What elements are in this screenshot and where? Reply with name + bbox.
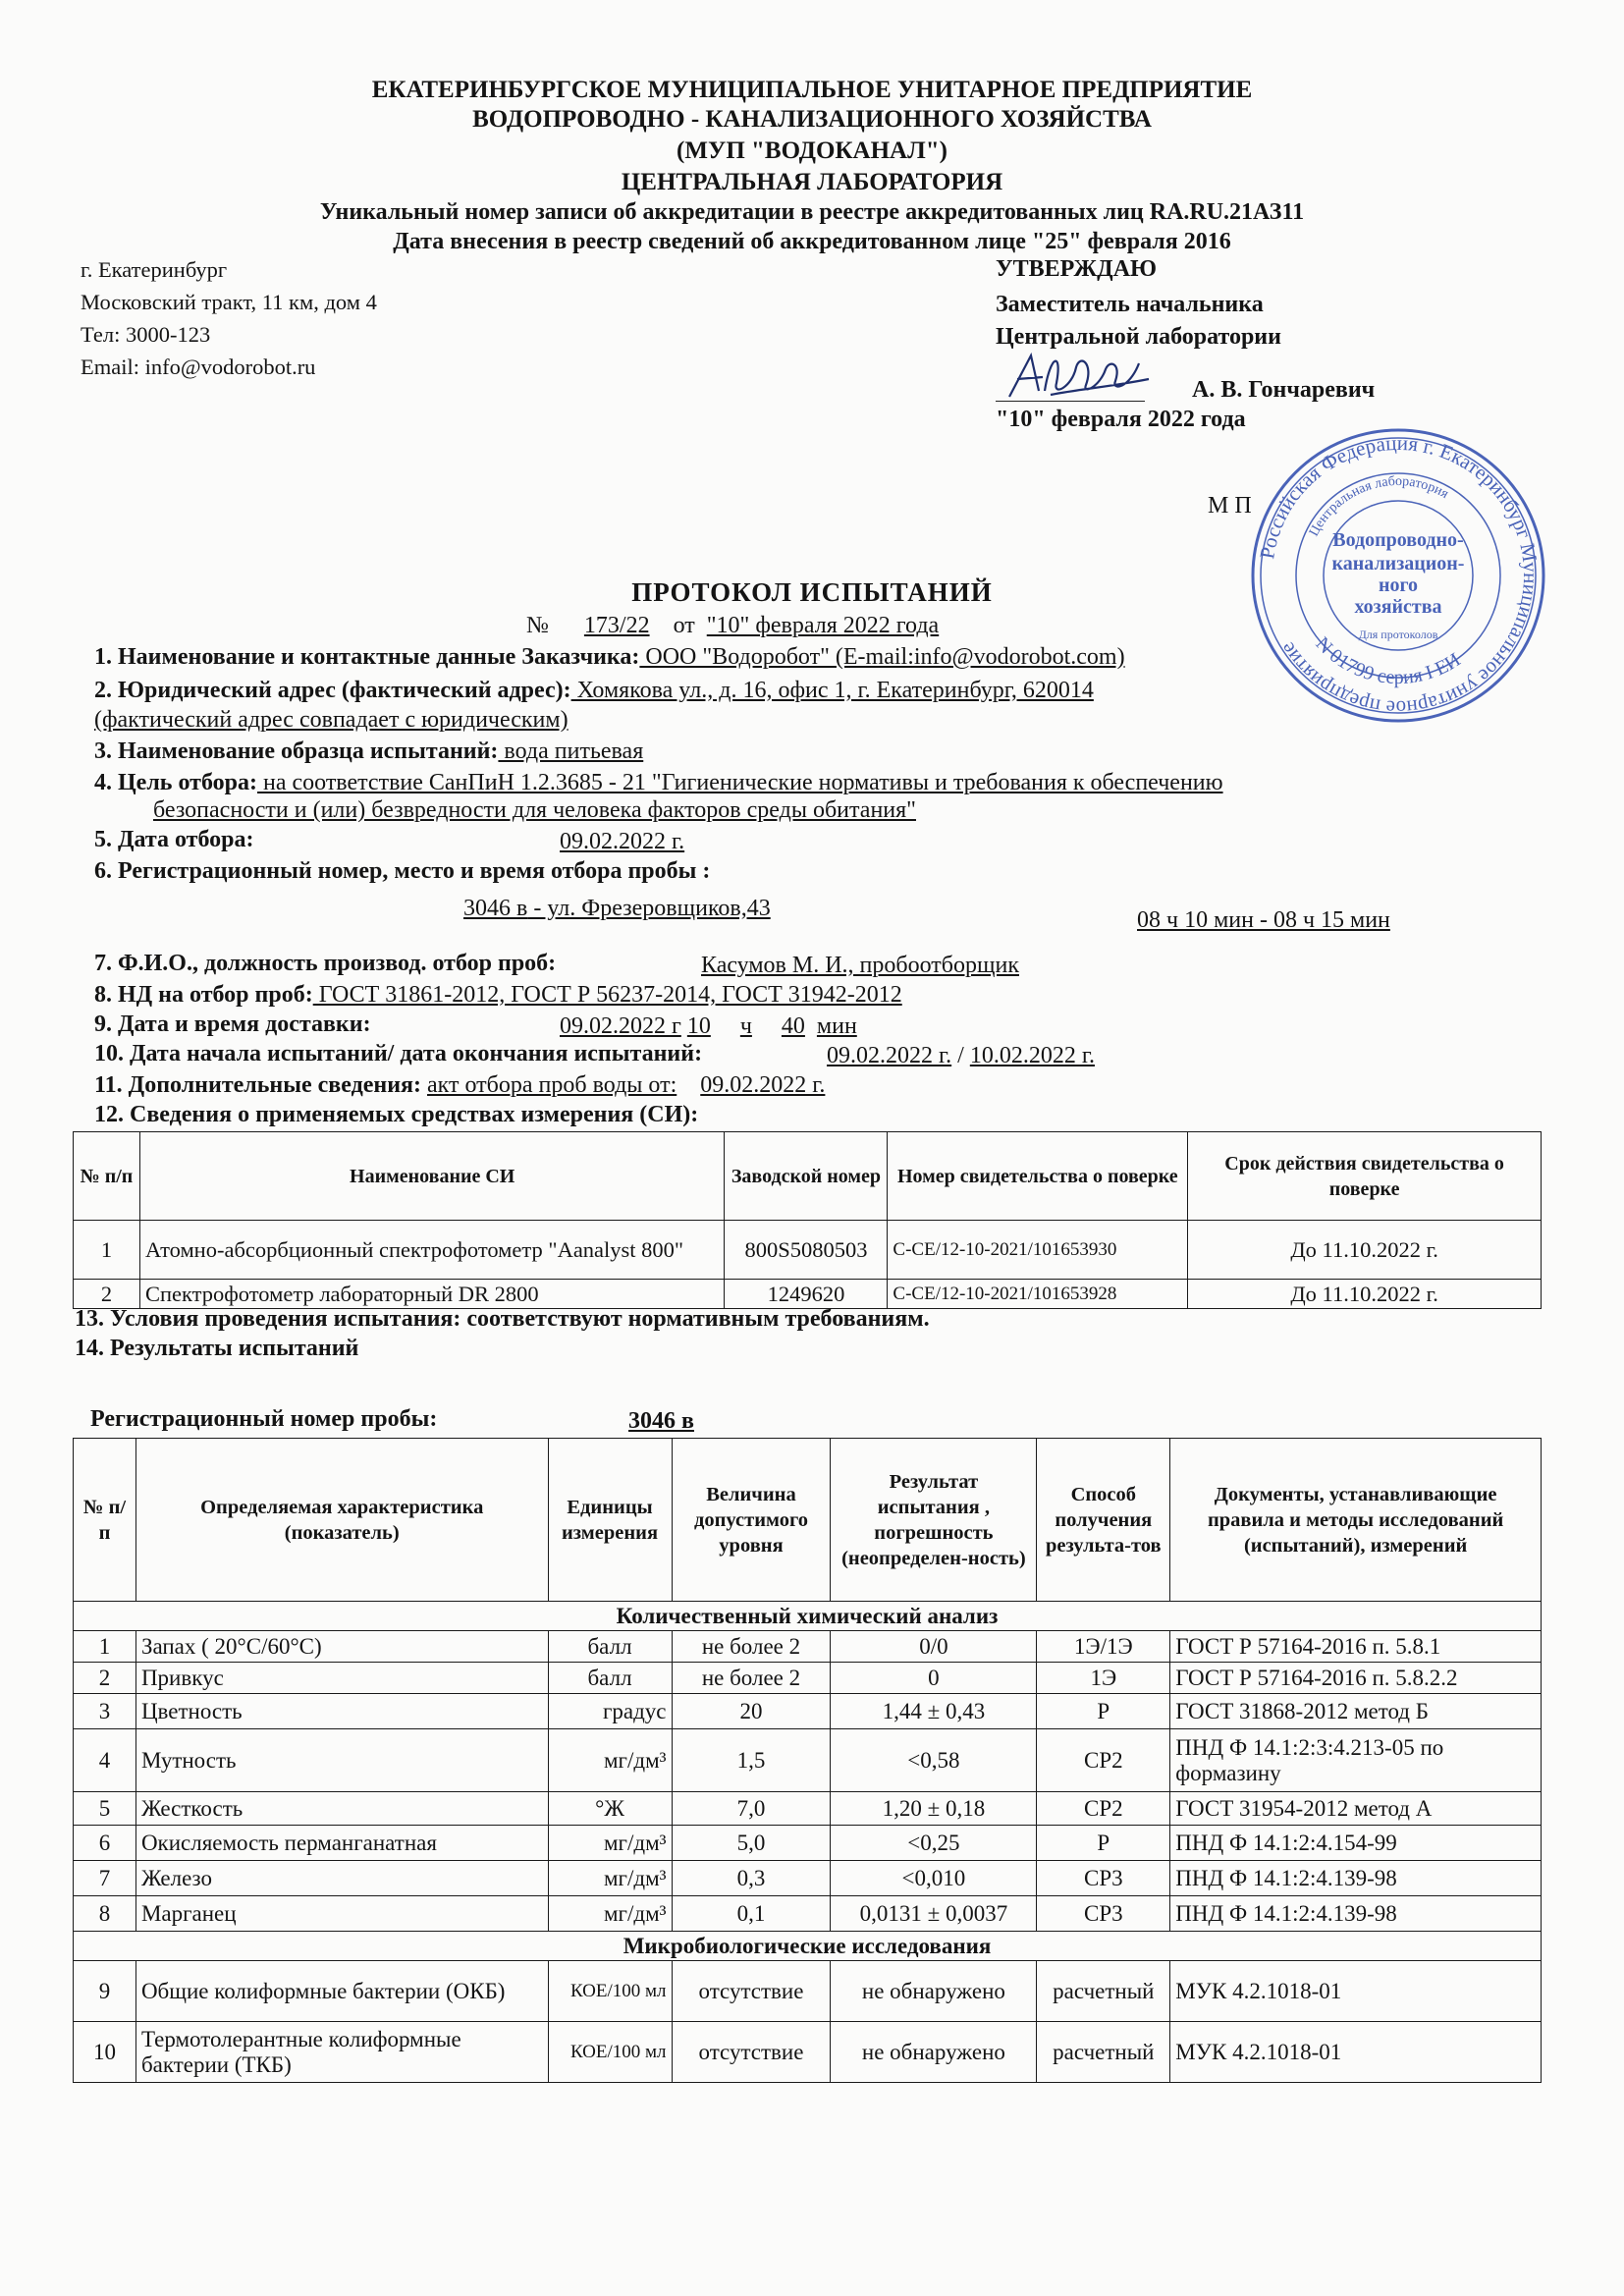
table-cell: 1Э/1Э: [1037, 1631, 1170, 1663]
table-row: [74, 1694, 1542, 1729]
table-cell: мг/дм³: [548, 1826, 672, 1861]
table-cell: 0,1: [672, 1896, 831, 1932]
table-cell: 2: [74, 1663, 136, 1694]
stamp-center-line4: хозяйства: [1354, 596, 1442, 618]
table-cell: <0,58: [831, 1729, 1037, 1792]
item-5-value: 09.02.2022 г.: [560, 829, 685, 854]
table-cell: До 11.10.2022 г.: [1188, 1221, 1542, 1280]
table-cell: СР2: [1037, 1792, 1170, 1826]
table-cell: 1: [74, 1631, 136, 1663]
contact-phone: Тел: 3000-123: [81, 322, 211, 347]
table-row: [74, 1861, 1542, 1896]
org-name-line1: ЕКАТЕРИНБУРГСКОЕ МУНИЦИПАЛЬНОЕ УНИТАРНОЕ ПРЕДПРИЯТИЕ: [371, 77, 1253, 103]
table-cell: Железо: [135, 1861, 548, 1896]
stamp-serial: N 01799 серия I ЕИ: [1311, 632, 1465, 688]
table-cell: 0,3: [672, 1861, 831, 1896]
protocol-number: 173/22: [583, 613, 650, 638]
table-cell: ГОСТ Р 57164-2016 п. 5.8.1: [1170, 1631, 1542, 1663]
item-12: 12. Сведения о применяемых средствах измерения (СИ):: [94, 1102, 699, 1127]
table-row: [74, 1792, 1542, 1826]
item-9: 9. Дата и время доставки:: [94, 1011, 371, 1037]
res-header-n: № п/п: [74, 1439, 136, 1602]
accreditation-number: Уникальный номер записи об аккредитации в реестре аккредитованных лиц RA.RU.21АЗ11: [319, 199, 1305, 225]
stamp-bottom-text: Для протоколов: [1358, 628, 1438, 641]
section-row: [74, 1602, 1542, 1631]
approval-position2: Центральной лаборатории: [996, 324, 1281, 350]
table-cell: 4: [74, 1729, 136, 1792]
table-cell: ГОСТ 31954-2012 метод А: [1170, 1792, 1542, 1826]
table-cell: 7,0: [672, 1792, 831, 1826]
stamp-center-line2: канализацион-: [1331, 553, 1465, 574]
table-cell: ПНД Ф 14.1:2:4.139-98: [1170, 1896, 1542, 1932]
table-cell: Привкус: [135, 1663, 548, 1694]
protocol-title: ПРОТОКОЛ ИСПЫТАНИЙ: [631, 577, 993, 607]
si-header-valid: Срок действия свидетельства о поверке: [1188, 1132, 1542, 1221]
table-row: [74, 1221, 1542, 1280]
res-header-limit: Величина допустимого уровня: [672, 1439, 831, 1602]
table-cell: Запах ( 20°С/60°С): [135, 1631, 548, 1663]
table-cell: СР3: [1037, 1861, 1170, 1896]
table-cell: 0: [831, 1663, 1037, 1694]
si-header-n: № п/п: [74, 1132, 140, 1221]
protocol-date: "10" февраля 2022 года: [706, 613, 940, 638]
table-cell: СР3: [1037, 1896, 1170, 1932]
item-10-value: 09.02.2022 г. / 10.02.2022 г.: [827, 1043, 1095, 1068]
table-cell: отсутствие: [672, 1961, 831, 2022]
protocol-from-label: от: [673, 613, 695, 638]
item-9-value: 09.02.2022 г 10 ч 40 мин: [560, 1013, 857, 1039]
table-cell: ГОСТ Р 57164-2016 п. 5.8.2.2: [1170, 1663, 1542, 1694]
contact-block: [81, 253, 377, 383]
item-13: 13. Условия проведения испытания: соответствуют нормативным требованиям.: [75, 1306, 930, 1332]
table-cell: 5,0: [672, 1826, 831, 1861]
table-cell: мг/дм³: [548, 1861, 672, 1896]
stamp-outer-text: Российская Федерация г. Екатеринбург Муниципальное унитарное предприятие: [1255, 430, 1543, 721]
table-cell: Жесткость: [135, 1792, 548, 1826]
table-cell: 1: [74, 1221, 140, 1280]
table-cell: °Ж: [548, 1792, 672, 1826]
table-cell: 1,5: [672, 1729, 831, 1792]
item-2-note: (фактический адрес совпадает с юридическим): [94, 707, 568, 733]
item-14: 14. Результаты испытаний: [75, 1336, 359, 1361]
table-cell: 9: [74, 1961, 136, 2022]
approval-date: "10" февраля 2022 года: [996, 407, 1246, 432]
table-cell: 1Э: [1037, 1663, 1170, 1694]
table-cell: Общие колиформные бактерии (ОКБ): [135, 1961, 548, 2022]
table-cell: 6: [74, 1826, 136, 1861]
si-header-row: [74, 1132, 1542, 1221]
table-cell: градус: [548, 1694, 672, 1729]
res-header-unit: Единицы измерения: [548, 1439, 672, 1602]
table-cell: Марганец: [135, 1896, 548, 1932]
table-row: [74, 1631, 1542, 1663]
table-cell: 0,0131 ± 0,0037: [831, 1896, 1037, 1932]
table-cell: Цветность: [135, 1694, 548, 1729]
table-cell: Спектрофотометр лабораторный DR 2800: [139, 1280, 725, 1309]
table-cell: 7: [74, 1861, 136, 1896]
si-header-cert: Номер свидетельства о поверке: [888, 1132, 1188, 1221]
stamp-center-line3: ного: [1378, 574, 1419, 596]
table-cell: Р: [1037, 1826, 1170, 1861]
si-header-serial: Заводской номер: [725, 1132, 888, 1221]
table-cell: <0,010: [831, 1861, 1037, 1896]
item-4-cont: безопасности и (или) безвредности для человека факторов среды обитания": [153, 797, 916, 823]
table-cell: 1,20 ± 0,18: [831, 1792, 1037, 1826]
table-cell: ПНД Ф 14.1:2:4.154-99: [1170, 1826, 1542, 1861]
res-header-name: Определяемая характеристика (показатель): [135, 1439, 548, 1602]
table-cell: Окисляемость перманганатная: [135, 1826, 548, 1861]
item-6-time: 08 ч 10 мин - 08 ч 15 мин: [1137, 907, 1390, 933]
table-cell: 0/0: [831, 1631, 1037, 1663]
table-row: [74, 1663, 1542, 1694]
res-header-method: Способ получения результа-тов: [1037, 1439, 1170, 1602]
table-cell: ПНД Ф 14.1:2:3:4.213-05 по формазину: [1170, 1729, 1542, 1792]
results-table: [73, 1438, 1542, 2083]
registration-label: Регистрационный номер пробы:: [90, 1406, 438, 1432]
table-cell: 10: [74, 2022, 136, 2083]
table-cell: До 11.10.2022 г.: [1188, 1280, 1542, 1309]
item-11: 11. Дополнительные сведения: акт отбора проб воды от: 09.02.2022 г.: [94, 1072, 826, 1098]
table-cell: не обнаружено: [831, 1961, 1037, 2022]
stamp-center-line1: Водопроводно-: [1332, 529, 1464, 551]
table-cell: 5: [74, 1792, 136, 1826]
table-cell: КОЕ/100 мл: [548, 1961, 672, 2022]
table-cell: расчетный: [1037, 1961, 1170, 2022]
table-cell: 800S5080503: [725, 1221, 888, 1280]
table-cell: КОЕ/100 мл: [548, 2022, 672, 2083]
approval-title: УТВЕРЖДАЮ: [996, 256, 1158, 282]
table-row: [74, 1826, 1542, 1861]
table-cell: балл: [548, 1631, 672, 1663]
signature-line: [996, 401, 1145, 402]
table-cell: Р: [1037, 1694, 1170, 1729]
section-row: [74, 1932, 1542, 1961]
item-1: 1. Наименование и контактные данные Заказчика: ООО "Водоробот" (E-mail:info@vodorobot.com): [94, 644, 1125, 670]
table-cell: не обнаружено: [831, 2022, 1037, 2083]
table-cell: 3: [74, 1694, 136, 1729]
section-chemical: Количественный химический анализ: [74, 1602, 1542, 1631]
approval-position1: Заместитель начальника: [996, 292, 1264, 317]
table-cell: 20: [672, 1694, 831, 1729]
protocol-number-line: [526, 613, 939, 639]
contact-address: Московский тракт, 11 км, дом 4: [81, 290, 377, 314]
item-2: 2. Юридический адрес (фактический адрес): Хомякова ул., д. 16, офис 1, г. Екатеринбург, 620014: [94, 678, 1094, 703]
item-5: 5. Дата отбора:: [94, 827, 254, 852]
table-cell: расчетный: [1037, 2022, 1170, 2083]
table-cell: С-СЕ/12-10-2021/101653930: [888, 1221, 1188, 1280]
stamp-inner-text: Центральная лаборатория: [1306, 473, 1451, 539]
table-row: [74, 1961, 1542, 2022]
table-cell: мг/дм³: [548, 1729, 672, 1792]
stamp-place-label: М П: [1208, 493, 1252, 519]
item-3: 3. Наименование образца испытаний: вода питьевая: [94, 738, 644, 764]
table-cell: отсутствие: [672, 2022, 831, 2083]
item-6-value: 3046 в - ул. Фрезеровщиков,43: [463, 896, 771, 921]
table-cell: Термотолерантные колиформные бактерии (ТКБ): [135, 2022, 548, 2083]
section-microbiology: Микробиологические исследования: [74, 1932, 1542, 1961]
table-cell: 2: [74, 1280, 140, 1309]
table-cell: ГОСТ 31868-2012 метод Б: [1170, 1694, 1542, 1729]
table-cell: 8: [74, 1896, 136, 1932]
table-cell: ПНД Ф 14.1:2:4.139-98: [1170, 1861, 1542, 1896]
item-6: 6. Регистрационный номер, место и время отбора пробы :: [94, 858, 711, 884]
si-table: [73, 1131, 1542, 1309]
round-seal-stamp: [1247, 424, 1549, 727]
table-cell: СР2: [1037, 1729, 1170, 1792]
lab-name: ЦЕНТРАЛЬНАЯ ЛАБОРАТОРИЯ: [621, 169, 1003, 195]
table-row: [74, 1280, 1542, 1309]
table-cell: МУК 4.2.1018-01: [1170, 1961, 1542, 2022]
table-cell: Мутность: [135, 1729, 548, 1792]
results-header-row: [74, 1439, 1542, 1602]
res-header-doc: Документы, устанавливающие правила и методы исследований (испытаний), измерений: [1170, 1439, 1542, 1602]
item-7: 7. Ф.И.О., должность производ. отбор проб:: [94, 951, 557, 976]
table-cell: <0,25: [831, 1826, 1037, 1861]
table-cell: не более 2: [672, 1631, 831, 1663]
si-header-name: Наименование СИ: [139, 1132, 725, 1221]
item-4: 4. Цель отбора: на соответствие СанПиН 1.2.3685 - 21 "Гигиенические нормативы и требования к обеспечению: [94, 770, 1223, 795]
table-cell: МУК 4.2.1018-01: [1170, 2022, 1542, 2083]
table-cell: не более 2: [672, 1663, 831, 1694]
org-name-line2: ВОДОПРОВОДНО - КАНАЛИЗАЦИОННОГО ХОЗЯЙСТВА: [472, 106, 1152, 133]
table-cell: Атомно-абсорбционный спектрофотометр "Aanalyst 800": [139, 1221, 725, 1280]
res-header-result: Результат испытания , погрешность (неопределен-ность): [831, 1439, 1037, 1602]
approver-name: А. В. Гончаревич: [1192, 377, 1376, 403]
table-cell: балл: [548, 1663, 672, 1694]
contact-city: г. Екатеринбург: [81, 257, 228, 282]
table-cell: мг/дм³: [548, 1896, 672, 1932]
accreditation-date: Дата внесения в реестр сведений об аккредитованном лице "25" февраля 2016: [393, 229, 1231, 254]
table-row: [74, 2022, 1542, 2083]
table-cell: С-СЕ/12-10-2021/101653928: [888, 1280, 1188, 1309]
item-8: 8. НД на отбор проб: ГОСТ 31861-2012, ГОСТ Р 56237-2014, ГОСТ 31942-2012: [94, 982, 902, 1008]
item-7-value: Касумов М. И., пробоотборщик: [701, 953, 1019, 978]
protocol-no-label: №: [526, 613, 549, 638]
table-row: [74, 1896, 1542, 1932]
item-10: 10. Дата начала испытаний/ дата окончания испытаний:: [94, 1041, 703, 1066]
table-row: [74, 1729, 1542, 1792]
registration-value: 3046 в: [628, 1408, 694, 1434]
table-cell: 1,44 ± 0,43: [831, 1694, 1037, 1729]
org-name-line3: (МУП "ВОДОКАНАЛ"): [677, 137, 947, 164]
table-cell: 1249620: [725, 1280, 888, 1309]
contact-email: Email: info@vodorobot.ru: [81, 355, 316, 379]
